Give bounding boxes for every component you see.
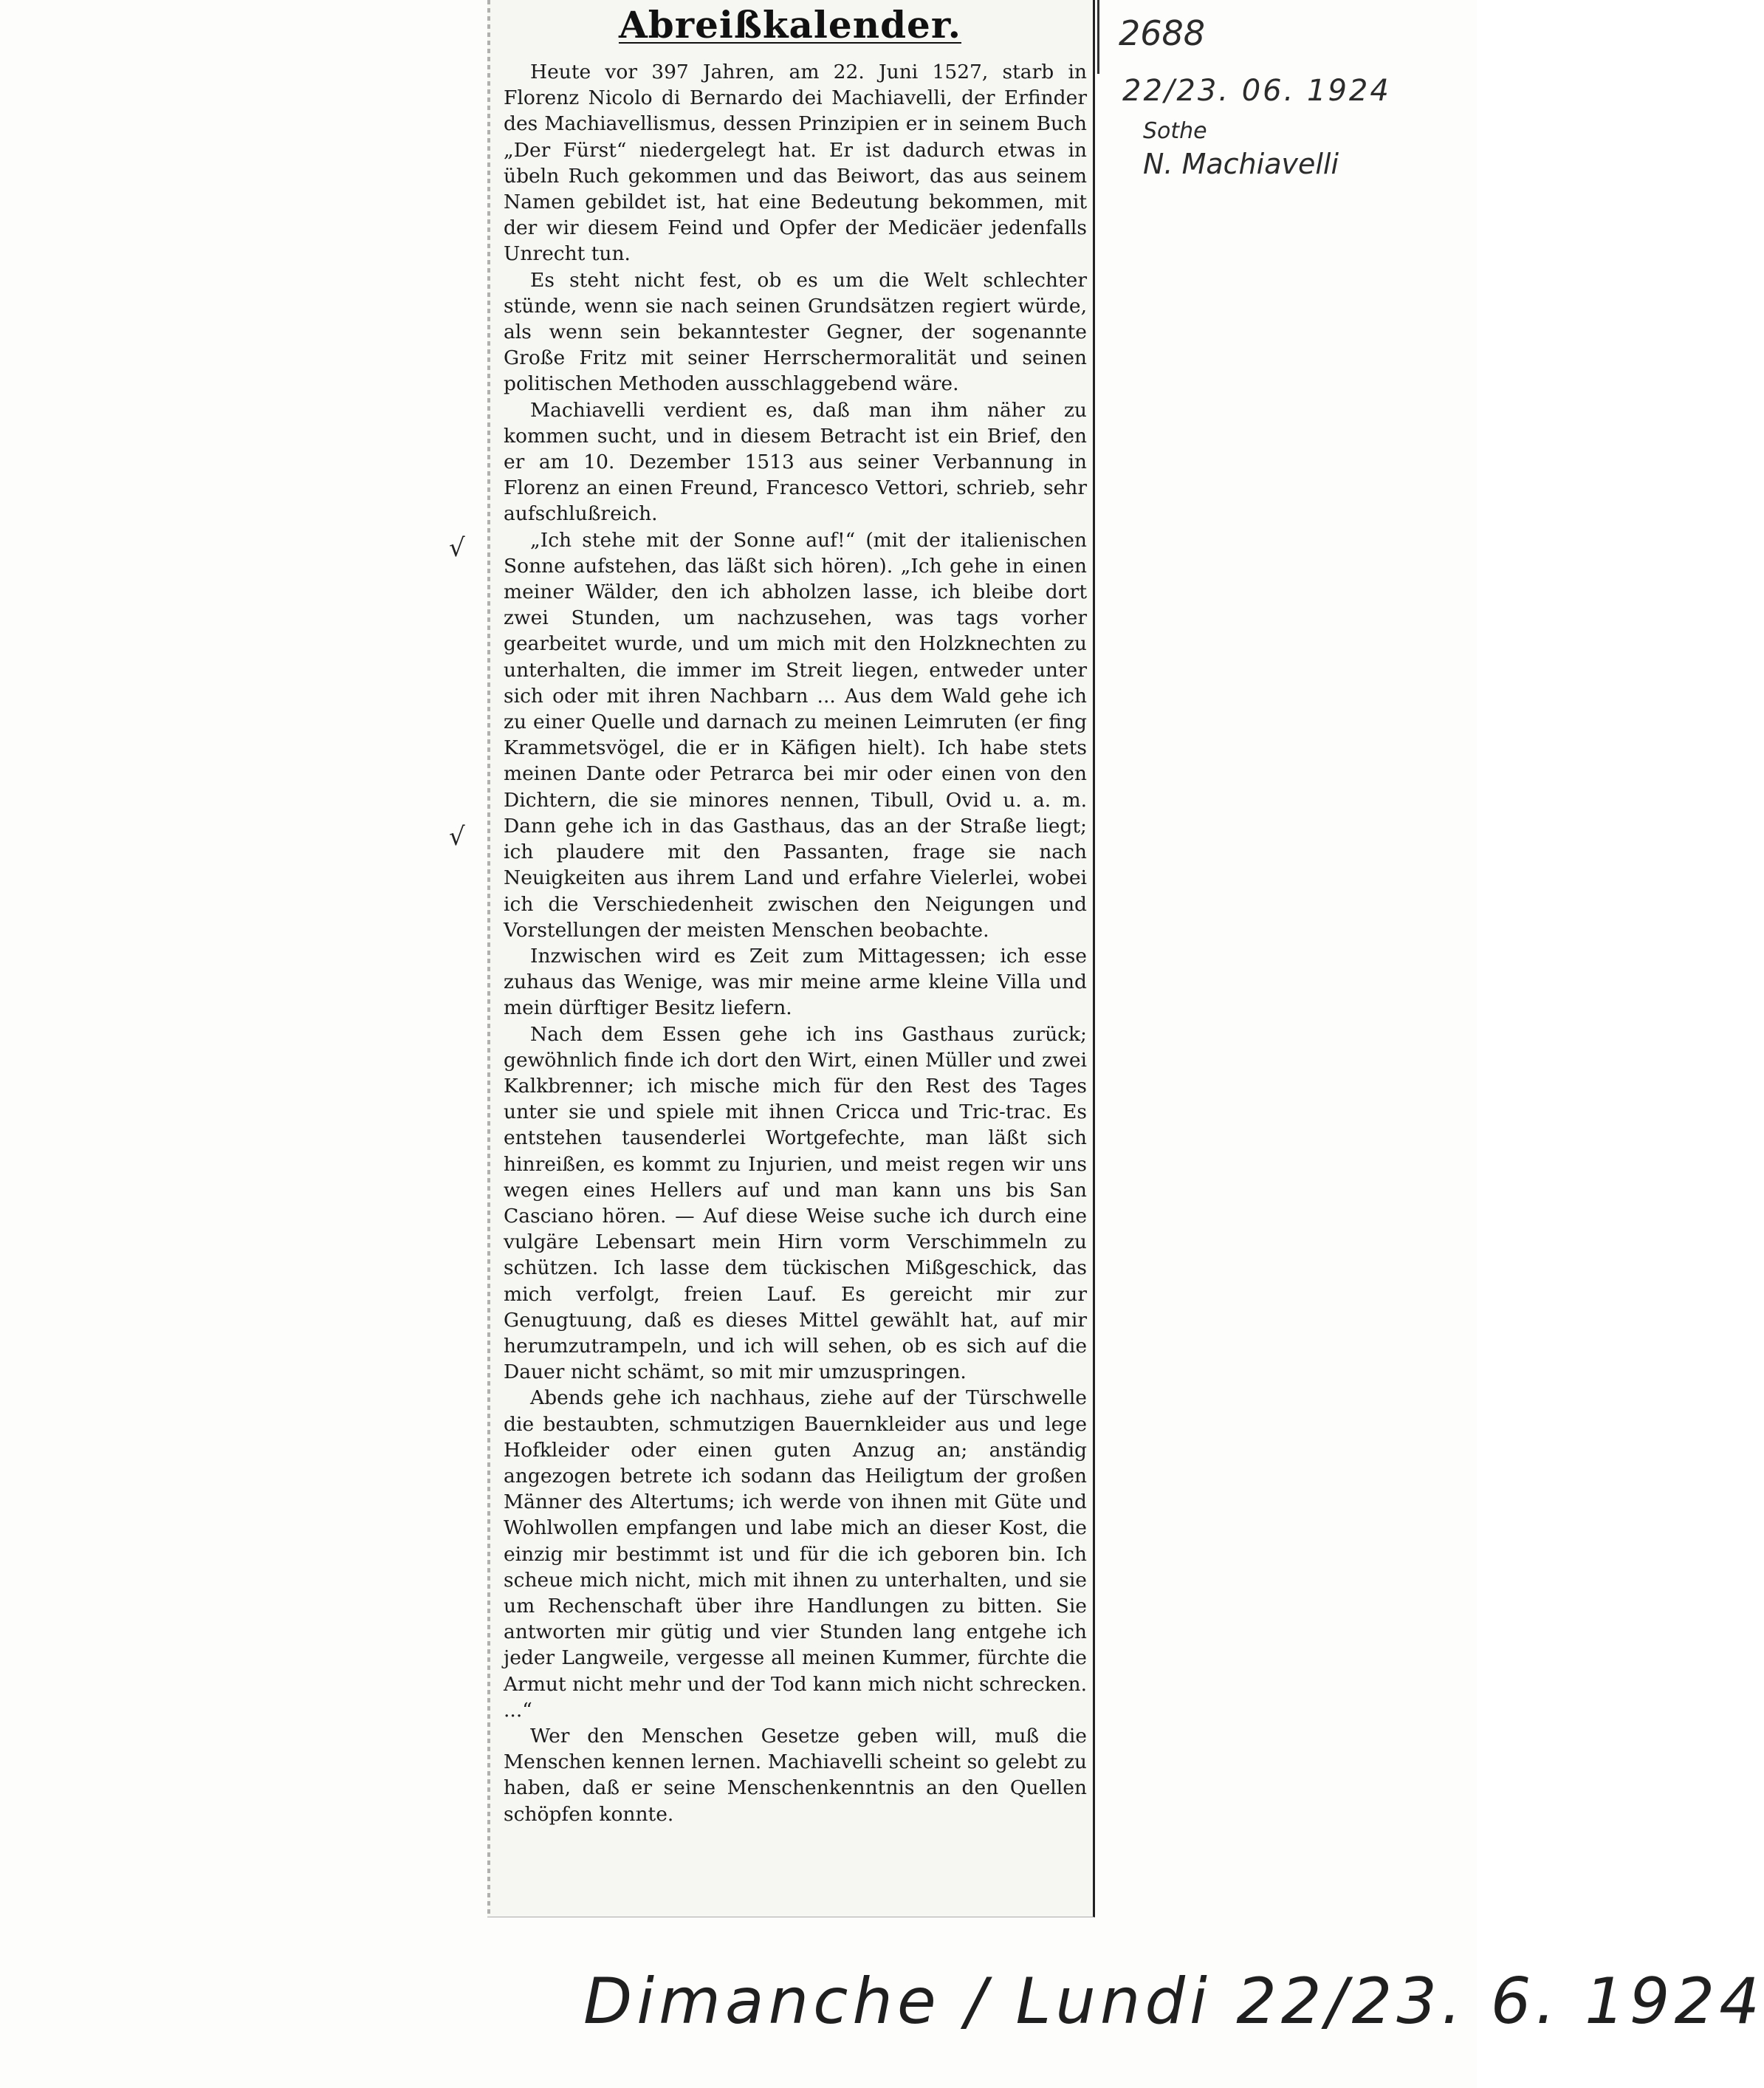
check-mark-icon: √ [449,533,465,563]
name-annotation: N. Machiavelli [1143,148,1339,180]
newspaper-clipping [487,0,1095,1917]
article-paragraph: Inzwischen wird es Zeit zum Mittagessen; ich esse zuhaus das Wenige, was mir meine arme kleine Villa und mein dürftiger Besitz liefern. [504,944,1087,1020]
article-body [504,59,1087,1827]
article-paragraph: Heute vor 397 Jahren, am 22. Juni 1527, starb in Florenz Nicolo di Bernardo dei Machiavelli, der Erfinder des Machiavellismus, dessen Prinzipien er in seinem Buch „Der Fürst“ niedergelegt hat. Er ist dadurch etwas in übeln Ruch gekommen und das Beiwort, das aus seinem Namen gebildet ist, hat eine Bedeutung bekommen, mit der wir diesem Feind und Opfer der Medicäer jedenfalls Unrecht tun. [504,61,1087,266]
handwritten-date-note: Dimanche / Lundi 22/23. 6. 1924 [583,1965,1764,2039]
archive-code-annotation: 2688 [1119,13,1206,53]
article-paragraph: Abends gehe ich nachhaus, ziehe auf der Türschwelle die bestaubten, schmutzigen Bauernkleider aus und lege Hofkleider oder einen guten Anzug an; anständig angezogen betrete ich sodann das Heiligtum der großen Männer des Altertums; ich werde von ihnen mit Güte und Wohlwollen empfangen und labe mich an dieser Kost, die einzig mir bestimmt ist und für die ich geboren bin. Ich scheue mich nicht, mich mit ihnen zu unterhalten, und sie um Rechenschaft über ihre Handlungen zu bitten. Sie antworten mir gütig und vier Stunden lang entgehe ich jeder Langweile, vergesse all meinen Kummer, fürchte die Armut nicht mehr und der Tod kann mich nicht schrecken. ...“ [504,1386,1087,1722]
article-paragraph: Machiavelli verdient es, daß man ihm näher zu kommen sucht, und in diesem Betracht ist ein Brief, den er am 10. Dezember 1513 aus seiner Verbannung in Florenz an einen Freund, Francesco Vettori, schrieb, sehr aufschlußreich. [504,398,1087,526]
check-mark-icon: √ [449,822,465,852]
article-paragraph: Nach dem Essen gehe ich ins Gasthaus zurück; gewöhnlich finde ich dort den Wirt, einen Müller und zwei Kalkbrenner; ich mische mich für den Rest des Tages unter sie und spiele mit ihnen Cricca und Tric-trac. Es entstehen tausenderlei Wortgefechte, man läßt sich hinreißen, es kommt zu Injurien, und meist regen wir uns wegen eines Hellers auf und man kann uns bis San Casciano hören. — Auf diese Weise suche ich durch eine vulgäre Lebensart mein Hirn vorm Verschimmeln zu schützen. Ich lasse dem tückischen Mißgeschick, das mich verfolgt, freien Lauf. Es gereicht mir zur Genugtuung, daß es dieses Mittel gewählt hat, auf mir herumzutrampeln, und ich will sehen, ob es sich auf die Dauer nicht schämt, so mit mir umzuspringen. [504,1022,1087,1384]
date-annotation: 22/23. 06. 1924 [1122,74,1391,108]
article-paragraph: Es steht nicht fest, ob es um die Welt schlechter stünde, wenn sie nach seinen Grundsätzen regiert würde, als wenn sein bekanntester Gegner, der sogenannte Große Fritz mit seiner Herrschermoralität und seinen politischen Methoden ausschlaggebend wäre. [504,268,1087,396]
article-headline: Abreißkalender. [618,3,962,47]
margin-divider-line [1097,0,1099,74]
article-paragraph: „Ich stehe mit der Sonne auf!“ (mit der italienischen Sonne aufstehen, das läßt sich hören). „Ich gehe in einen meiner Wälder, den ich abholzen lasse, ich bleibe dort zwei Stunden, um nachzusehen, was tags vorher gearbeitet wurde, und um mich mit den Holzknechten zu unterhalten, die immer im Streit liegen, entweder unter sich oder mit ihren Nachbarn ... Aus dem Wald gehe ich zu einer Quelle und darnach zu meinen Leimruten (er fing Krammetsvögel, die er in Käfigen hielt). Ich habe stets meinen Dante oder Petrarca bei mir oder einen von den Dichtern, die sie minores nennen, Tibull, Ovid u. a. m. Dann gehe ich in das Gasthaus, das an der Straße liegt; ich plaudere mit den Passanten, frage sie nach Neuigkeiten aus ihrem Land und erfahre Vielerlei, wobei ich die Verschiedenheit zwischen den Neigungen und Vorstellungen der meisten Menschen beobachte. [504,528,1087,942]
tag-annotation: Sothe [1143,118,1207,144]
article-paragraph: Wer den Menschen Gesetze geben will, muß die Menschen kennen lernen. Machiavelli scheint so gelebt zu haben, daß er seine Menschenkenntnis an den Quellen schöpfen konnte. [504,1725,1087,1826]
clipping-torn-edge [487,0,490,1917]
